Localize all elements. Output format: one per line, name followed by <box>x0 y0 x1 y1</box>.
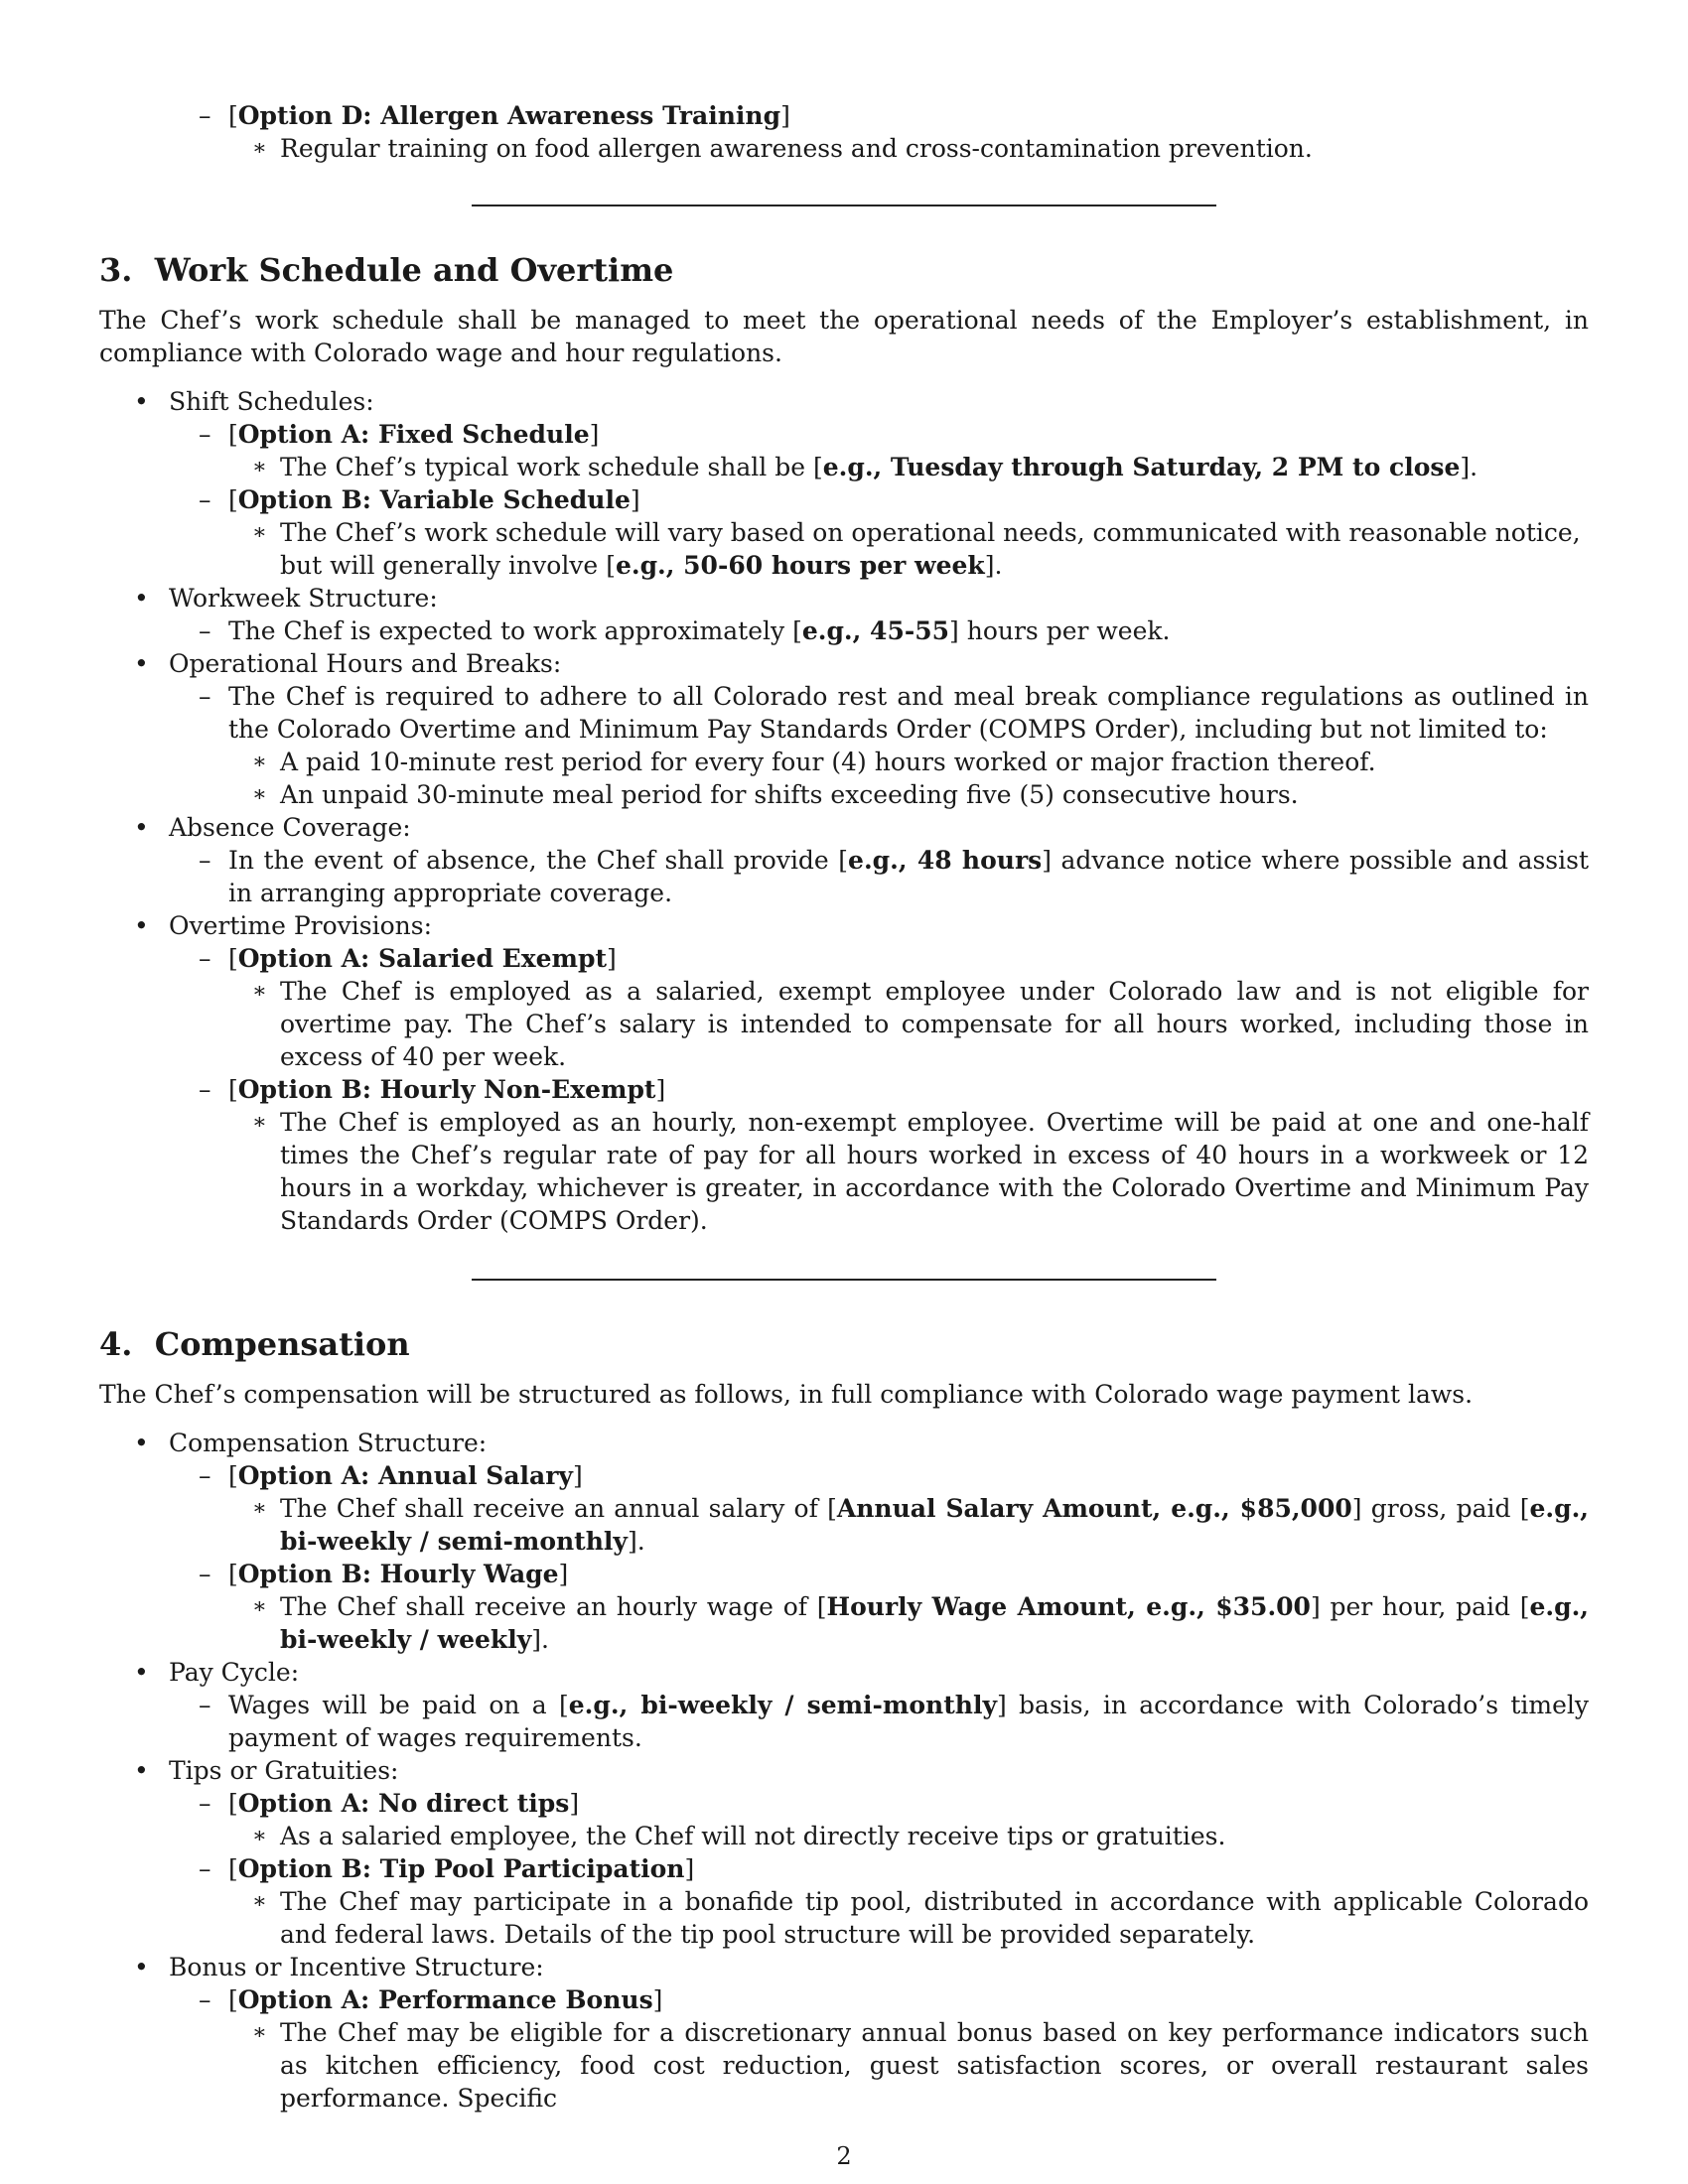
dash-marker: – <box>199 616 211 645</box>
placeholder-bold: Hourly Wage Amount, e.g., $35.00 <box>826 1592 1311 1621</box>
placeholder-bold: e.g., bi-weekly / semi-monthly <box>568 1691 997 1719</box>
paycycle-detail: – Wages will be paid on a [e.g., bi-weekly / semi-monthly] basis, in accordance with Colorado’s timely payment of wages requirements. <box>199 1691 1589 1752</box>
placeholder-bold: e.g., bi-weekly / semi-monthly <box>280 1494 1589 1556</box>
shift-label: Shift Schedules: <box>169 387 374 416</box>
option-d-item: – [Option D: Allergen Awareness Training] <box>199 101 790 130</box>
shift-option-b: – [Option B: Variable Schedule] <box>199 485 640 514</box>
text: . <box>541 1625 549 1654</box>
bonus-option-a: – [Option A: Performance Bonus] <box>199 1985 663 2014</box>
section-3-list-d <box>99 811 1589 844</box>
comp-option-b-detail: ∗ The Chef shall receive an hourly wage of [Hourly Wage Amount, e.g., $35.00] per hour, paid [e.g., bi-weekly / weekly]. <box>252 1592 1589 1654</box>
dash-marker: – <box>199 1985 211 2014</box>
list-item-paycycle <box>99 1656 1589 1689</box>
list-item-workweek <box>99 582 1589 614</box>
comp-option-b-label: Option B: Hourly Wage <box>237 1560 559 1588</box>
text: In the event of absence, the Chef shall provide <box>228 846 839 875</box>
text: basis, in accordance with Colorado’s timely payment of wages requirements. <box>228 1691 1589 1752</box>
section-3-title: Work Schedule and Overtime <box>154 251 674 289</box>
shift-option-b-detail: ∗ The Chef’s work schedule will vary based on operational needs, communicated with reasonable notice, but will generally involve [e.g., 50-60 hours per week]. <box>252 518 1581 580</box>
list-item-absence <box>99 811 1589 844</box>
comp-option-a-detail: ∗ The Chef shall receive an annual salary of [Annual Salary Amount, e.g., $85,000] gross, paid [e.g., bi-weekly / semi-monthly]. <box>252 1494 1589 1556</box>
asterisk-marker: ∗ <box>252 2020 267 2045</box>
overtime-option-a-label: Option A: Salaried Exempt <box>237 944 608 973</box>
section-4-intro: The Chef’s compensation will be structured as follows, in full compliance with Colorado wage payment laws. <box>99 1380 1474 1409</box>
section-3-list <box>99 385 1589 418</box>
section-4-list-c <box>99 1754 1589 1787</box>
text: gross, paid <box>1361 1494 1520 1523</box>
comp-option-a-label: Option A: Annual Salary <box>237 1461 573 1490</box>
dash-marker: – <box>199 1854 211 1883</box>
text: The Chef’s typical work schedule shall be <box>280 453 813 481</box>
break-item-2 <box>252 778 1589 811</box>
section-divider <box>472 205 1216 206</box>
asterisk-marker: ∗ <box>252 750 267 774</box>
asterisk-marker: ∗ <box>252 1110 267 1135</box>
asterisk-marker: ∗ <box>252 782 267 807</box>
overtime-option-b-label: Option B: Hourly Non-Exempt <box>237 1075 656 1104</box>
bonus-option-a-label: Option A: Performance Bonus <box>237 1985 653 2014</box>
section-4-list <box>99 1427 1589 1459</box>
list-item-bonus <box>99 1951 1589 1983</box>
text: advance notice where possible and assist in arranging appropriate coverage. <box>228 846 1590 907</box>
text: An unpaid 30-minute meal period for shifts exceeding five (5) consecutive hours. <box>280 780 1299 809</box>
dash-marker: – <box>199 420 211 449</box>
dash-marker: – <box>199 944 211 973</box>
shift-option-a-detail: ∗ The Chef’s typical work schedule shall be [e.g., Tuesday through Saturday, 2 PM to close]. <box>252 453 1478 481</box>
section-3-list-e <box>99 909 1589 942</box>
section-3-heading <box>99 250 1589 290</box>
comp-option-a: – [Option A: Annual Salary] <box>199 1461 583 1490</box>
absence-detail: – In the event of absence, the Chef shall provide [e.g., 48 hours] advance notice where possible and assist in arranging appropriate coverage. <box>199 846 1590 907</box>
shift-option-a: – [Option A: Fixed Schedule] <box>199 420 600 449</box>
tips-option-b-label: Option B: Tip Pool Participation <box>237 1854 685 1883</box>
workweek-detail: – The Chef is expected to work approximately [e.g., 45-55] hours per week. <box>199 616 1171 645</box>
dash-marker: – <box>199 1461 211 1490</box>
list-item-overtime <box>99 909 1589 942</box>
bonus-option-a-detail <box>252 2016 1589 2115</box>
option-d-detail <box>252 132 1589 165</box>
structure-label: Compensation Structure: <box>169 1429 488 1457</box>
placeholder-bold: e.g., bi-weekly / weekly <box>280 1592 1589 1654</box>
section-divider <box>472 1279 1216 1281</box>
text: The Chef is expected to work approximately <box>228 616 793 645</box>
text: . <box>636 1527 645 1556</box>
text: Wages will be paid on a <box>228 1691 560 1719</box>
placeholder-bold: e.g., 50-60 hours per week <box>615 551 985 580</box>
asterisk-marker: ∗ <box>252 1889 267 1914</box>
asterisk-marker: ∗ <box>252 1496 267 1521</box>
dash-marker: – <box>199 1789 211 1818</box>
text: The Chef shall receive an hourly wage of <box>280 1592 817 1621</box>
text: The Chef is employed as an hourly, non-exempt employee. Overtime will be paid at one and one-half times the Chef’s regular rate of pay for all hours worked in excess of 40 hours in a workweek or 12 hours in a workday, whichever is greater, in accordance with the Colorado Overtime and Minimum Pay Standards Order (COMPS Order). <box>280 1108 1589 1235</box>
absence-label: Absence Coverage: <box>169 813 411 842</box>
asterisk-marker: ∗ <box>252 136 267 161</box>
dash-marker: – <box>199 1691 211 1719</box>
text: A paid 10-minute rest period for every four (4) hours worked or major fraction thereof. <box>280 748 1376 776</box>
section-4-list-b <box>99 1656 1589 1689</box>
dash-marker: – <box>199 682 211 711</box>
section-4-list-d <box>99 1951 1589 1983</box>
placeholder-bold: e.g., 48 hours <box>848 846 1043 875</box>
text: The Chef’s work schedule will vary based on operational needs, communicated with reasonable notice, but will generally involve <box>280 518 1581 580</box>
breaks-detail <box>199 680 1589 746</box>
overtime-option-b-detail <box>252 1106 1589 1237</box>
section-3-number: 3. <box>99 251 133 289</box>
text: As a salaried employee, the Chef will not directly receive tips or gratuities. <box>280 1822 1226 1850</box>
asterisk-marker: ∗ <box>252 1594 267 1619</box>
document-page <box>99 99 1589 2115</box>
overtime-label: Overtime Provisions: <box>169 911 433 940</box>
overtime-option-a: – [Option A: Salaried Exempt] <box>199 944 617 973</box>
text: The Chef is required to adhere to all Colorado rest and meal break compliance regulations as outlined in the Colorado Overtime and Minimum Pay Standards Order (COMPS Order), including but not limited to: <box>228 682 1589 744</box>
break-item-1 <box>252 746 1589 778</box>
section-4-title: Compensation <box>154 1325 410 1363</box>
text: The Chef may participate in a bonafide tip pool, distributed in accordance with applicable Colorado and federal laws. Details of the tip pool structure will be provided separately. <box>280 1887 1589 1949</box>
bonus-label: Bonus or Incentive Structure: <box>169 1953 544 1981</box>
tips-option-a-detail <box>252 1820 1589 1852</box>
tips-option-b-detail <box>252 1885 1589 1951</box>
list-item-structure <box>99 1427 1589 1459</box>
asterisk-marker: ∗ <box>252 1824 267 1848</box>
dash-marker: – <box>199 485 211 514</box>
option-d-text: Regular training on food allergen awareness and cross-contamination prevention. <box>280 134 1313 163</box>
tips-option-a-label: Option A: No direct tips <box>237 1789 570 1818</box>
text: per hour, paid <box>1320 1592 1520 1621</box>
text: The Chef is employed as a salaried, exempt employee under Colorado law and is not eligible for overtime pay. The Chef’s salary is intended to compensate for all hours worked, including those in excess of 40 per week. <box>280 977 1589 1071</box>
asterisk-marker: ∗ <box>252 520 267 545</box>
option-d-label: Option D: Allergen Awareness Training <box>237 101 781 130</box>
text: hours per week. <box>958 616 1171 645</box>
dash-marker: – <box>199 1075 211 1104</box>
placeholder-bold: e.g., Tuesday through Saturday, 2 PM to close <box>822 453 1461 481</box>
paycycle-label: Pay Cycle: <box>169 1658 300 1687</box>
list-item-shift <box>99 385 1589 418</box>
section-4-number: 4. <box>99 1325 133 1363</box>
text: The Chef may be eligible for a discretionary annual bonus based on key performance indicators such as kitchen efficiency, food cost reduction, guest satisfaction scores, or overall restaurant sales performance. Specific <box>280 2018 1589 2113</box>
tips-option-b: – [Option B: Tip Pool Participation] <box>199 1854 695 1883</box>
section-4-heading <box>99 1324 1589 1364</box>
dash-marker: – <box>199 846 211 875</box>
tips-label: Tips or Gratuities: <box>169 1756 399 1785</box>
text: . <box>1470 453 1478 481</box>
asterisk-marker: ∗ <box>252 455 267 479</box>
overtime-option-a-detail <box>252 975 1589 1073</box>
section-3-intro: The Chef’s work schedule shall be managed to meet the operational needs of the Employer’s establishment, in compliance with Colorado wage and hour regulations. <box>99 306 1589 367</box>
shift-option-b-label: Option B: Variable Schedule <box>237 485 631 514</box>
asterisk-marker: ∗ <box>252 979 267 1004</box>
workweek-label: Workweek Structure: <box>169 584 438 613</box>
list-item-breaks <box>99 647 1589 680</box>
breaks-label: Operational Hours and Breaks: <box>169 649 562 678</box>
text: The Chef shall receive an annual salary of <box>280 1494 828 1523</box>
page-number: 2 <box>836 2142 852 2170</box>
section-3-list-c <box>99 647 1589 680</box>
shift-option-a-label: Option A: Fixed Schedule <box>237 420 590 449</box>
placeholder-bold: Annual Salary Amount, e.g., $85,000 <box>836 1494 1352 1523</box>
placeholder-bold: e.g., 45-55 <box>801 616 950 645</box>
section-3-list-b <box>99 582 1589 614</box>
list-item-tips <box>99 1754 1589 1787</box>
text: . <box>994 551 1003 580</box>
dash-marker: – <box>199 1560 211 1588</box>
comp-option-b: – [Option B: Hourly Wage] <box>199 1560 569 1588</box>
dash-marker: – <box>199 101 211 130</box>
tips-option-a: – [Option A: No direct tips] <box>199 1789 580 1818</box>
overtime-option-b: – [Option B: Hourly Non-Exempt] <box>199 1075 666 1104</box>
